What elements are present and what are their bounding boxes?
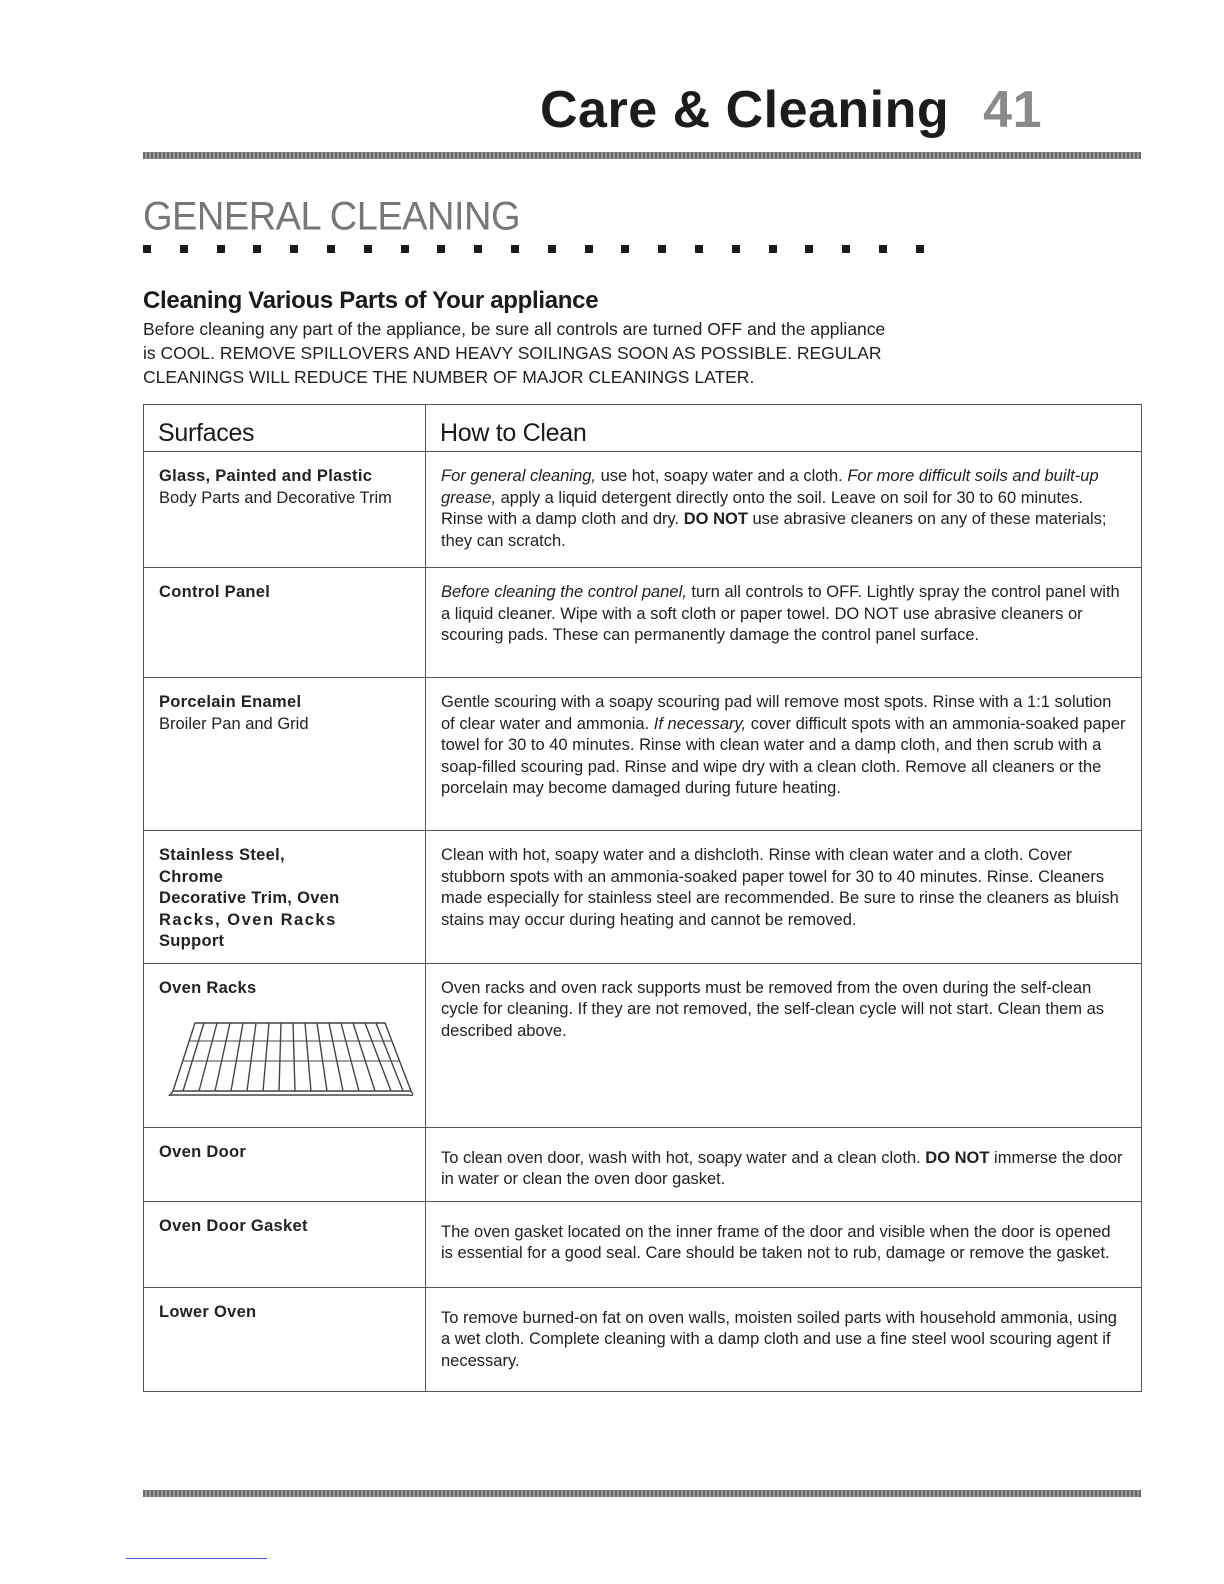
table-row bbox=[144, 831, 1142, 964]
emphasis-text: Before cleaning the control panel, bbox=[441, 583, 687, 601]
table-header-row bbox=[144, 405, 1142, 452]
instruction-text: immerse the door in water or clean the oven door gasket. bbox=[441, 1148, 1123, 1188]
intro-line: Before cleaning any part of the appliance, be sure all controls are turned OFF and the appliance bbox=[143, 319, 886, 339]
page-number: 41 bbox=[983, 81, 1042, 139]
intro-paragraph bbox=[143, 317, 953, 389]
how-to-clean-cell bbox=[426, 1127, 1142, 1201]
header-rule bbox=[143, 152, 1141, 159]
table-row bbox=[144, 963, 1142, 1127]
divider-square bbox=[769, 245, 777, 253]
emphasis-text: For more difficult soils and built-up grease, bbox=[441, 467, 1099, 507]
instruction-text: use abrasive cleaners on any of these materials; they can scratch. bbox=[441, 510, 1107, 550]
surface-name: Oven Door Gasket bbox=[159, 1216, 308, 1235]
surface-cell bbox=[144, 568, 426, 678]
warning-text: DO NOT bbox=[925, 1148, 990, 1167]
instruction-text: The oven gasket located on the inner frame of the door and visible when the door is opened is essential for a good seal. Care should be taken not to rub, damage or remove the gasket. bbox=[441, 1222, 1111, 1262]
surface-cell bbox=[144, 678, 426, 831]
surface-detail: Broiler Pan and Grid bbox=[159, 714, 309, 733]
surface-name: Support bbox=[159, 932, 225, 950]
emphasis-text: For general cleaning, bbox=[441, 467, 597, 485]
divider-square bbox=[621, 245, 629, 253]
divider-square bbox=[437, 245, 445, 253]
surface-name: Lower Oven bbox=[159, 1302, 257, 1321]
divider-square bbox=[916, 245, 924, 253]
instruction-text: cover difficult spots with an ammonia-soaked paper towel for 30 to 40 minutes. Rinse with clean water and a damp cloth, and then scrub with a soap-filled scouring pad. Rinse and wipe dry with a clean cloth. Remove all cleaners or the porcelain may become damaged during future heating. bbox=[441, 714, 1126, 797]
table-row bbox=[144, 1201, 1142, 1287]
surface-name: Porcelain Enamel bbox=[159, 693, 302, 711]
divider-square bbox=[805, 245, 813, 253]
surface-name: Glass, Painted and Plastic bbox=[159, 467, 373, 485]
divider-square bbox=[879, 245, 887, 253]
instruction-text: use hot, soapy water and a cloth. bbox=[596, 467, 848, 485]
instruction-text: To remove burned-on fat on oven walls, moisten soiled parts with household ammonia, using a wet cloth. Complete cleaning with a damp cloth and use a fine steel wool scouring agent if necessary. bbox=[441, 1308, 1117, 1370]
page-header-title bbox=[540, 80, 1045, 150]
divider-square bbox=[842, 245, 850, 253]
surface-name: Oven Door bbox=[159, 1142, 247, 1161]
divider-square bbox=[290, 245, 298, 253]
footer-link-line bbox=[126, 1558, 267, 1559]
footer-rule bbox=[143, 1490, 1141, 1497]
cleaning-table bbox=[143, 404, 1142, 1392]
divider-square bbox=[253, 245, 261, 253]
surface-cell bbox=[144, 1201, 426, 1287]
divider-square bbox=[732, 245, 740, 253]
divider-square bbox=[474, 245, 482, 253]
subsection-title: Cleaning Various Parts of Your appliance bbox=[143, 287, 599, 314]
instruction-text: To clean oven door, wash with hot, soapy water and a clean cloth. bbox=[441, 1148, 926, 1167]
surface-name: Control Panel bbox=[159, 583, 271, 601]
divider-square bbox=[143, 245, 151, 253]
surface-cell bbox=[144, 831, 426, 964]
header-surfaces: Surfaces bbox=[144, 405, 426, 452]
divider-square bbox=[511, 245, 519, 253]
divider-square bbox=[180, 245, 188, 253]
table-row bbox=[144, 1287, 1142, 1391]
how-to-clean-cell bbox=[426, 678, 1142, 831]
instruction-text: turn all controls to OFF. Lightly spray the control panel with a liquid cleaner. Wipe with a soft cloth or paper towel. DO NOT use abrasive cleaners or scouring pads. These can permanently damage the control panel surface. bbox=[441, 583, 1120, 644]
surface-name: Oven Racks bbox=[159, 978, 257, 997]
surface-cell bbox=[144, 1127, 426, 1201]
divider-square bbox=[217, 245, 225, 253]
surface-detail: Body Parts and Decorative Trim bbox=[159, 488, 392, 507]
divider-square bbox=[658, 245, 666, 253]
surface-cell bbox=[144, 963, 426, 1127]
table-row bbox=[144, 678, 1142, 831]
instruction-text: Clean with hot, soapy water and a dishcloth. Rinse with clean water and a cloth. Cover stubborn spots with an ammonia-soaked paper towel for 30 to 40 minutes. Rinse. Cleaners made especially for stainless steel are recommended. Be sure to rinse the cleaners as bluish stains may occur during heating and cannot be removed. bbox=[441, 846, 1119, 929]
how-to-clean-cell bbox=[426, 1201, 1142, 1287]
section-divider-squares bbox=[143, 245, 963, 255]
divider-square bbox=[585, 245, 593, 253]
table-row bbox=[144, 568, 1142, 678]
surface-name: Racks, Oven Racks bbox=[159, 910, 337, 929]
divider-square bbox=[327, 245, 335, 253]
divider-square bbox=[364, 245, 372, 253]
how-to-clean-cell bbox=[426, 963, 1142, 1127]
header-how-to-clean: How to Clean bbox=[426, 405, 1142, 452]
surface-name: Decorative Trim, Oven bbox=[159, 889, 340, 907]
divider-square bbox=[401, 245, 409, 253]
section-title: GENERAL CLEANING bbox=[143, 194, 521, 240]
intro-line: is COOL. REMOVE SPILLOVERS AND HEAVY SOILINGAS SOON AS POSSIBLE. REGULAR bbox=[143, 343, 882, 363]
oven-rack-illustration bbox=[159, 1011, 415, 1103]
header-title-text: Care & Cleaning bbox=[540, 81, 950, 139]
instruction-text: apply a liquid detergent directly onto the soil. Leave on soil for 30 to 60 minutes. Rinse with a damp cloth and dry. bbox=[441, 488, 1084, 528]
how-to-clean-cell bbox=[426, 568, 1142, 678]
surface-name: Chrome bbox=[159, 867, 224, 886]
surface-name: Stainless Steel, bbox=[159, 846, 285, 864]
intro-line: CLEANINGS WILL REDUCE THE NUMBER OF MAJOR CLEANINGS LATER. bbox=[143, 367, 755, 387]
table-row bbox=[144, 1127, 1142, 1201]
warning-text: DO NOT bbox=[683, 510, 748, 528]
how-to-clean-cell bbox=[426, 1287, 1142, 1391]
surface-cell bbox=[144, 1287, 426, 1391]
surface-cell bbox=[144, 452, 426, 568]
table-row bbox=[144, 452, 1142, 568]
how-to-clean-cell bbox=[426, 831, 1142, 964]
divider-square bbox=[695, 245, 703, 253]
emphasis-text: If necessary, bbox=[653, 714, 747, 733]
instruction-text: Oven racks and oven rack supports must be removed from the oven during the self-clean cycle for cleaning. If they are not removed, the self-clean cycle will not start. Clean them as described above. bbox=[441, 978, 1105, 1040]
instruction-text: Gentle scouring with a soapy scouring pad will remove most spots. Rinse with a 1:1 solution of clear water and ammonia. bbox=[441, 693, 1112, 733]
divider-square bbox=[548, 245, 556, 253]
how-to-clean-cell bbox=[426, 452, 1142, 568]
